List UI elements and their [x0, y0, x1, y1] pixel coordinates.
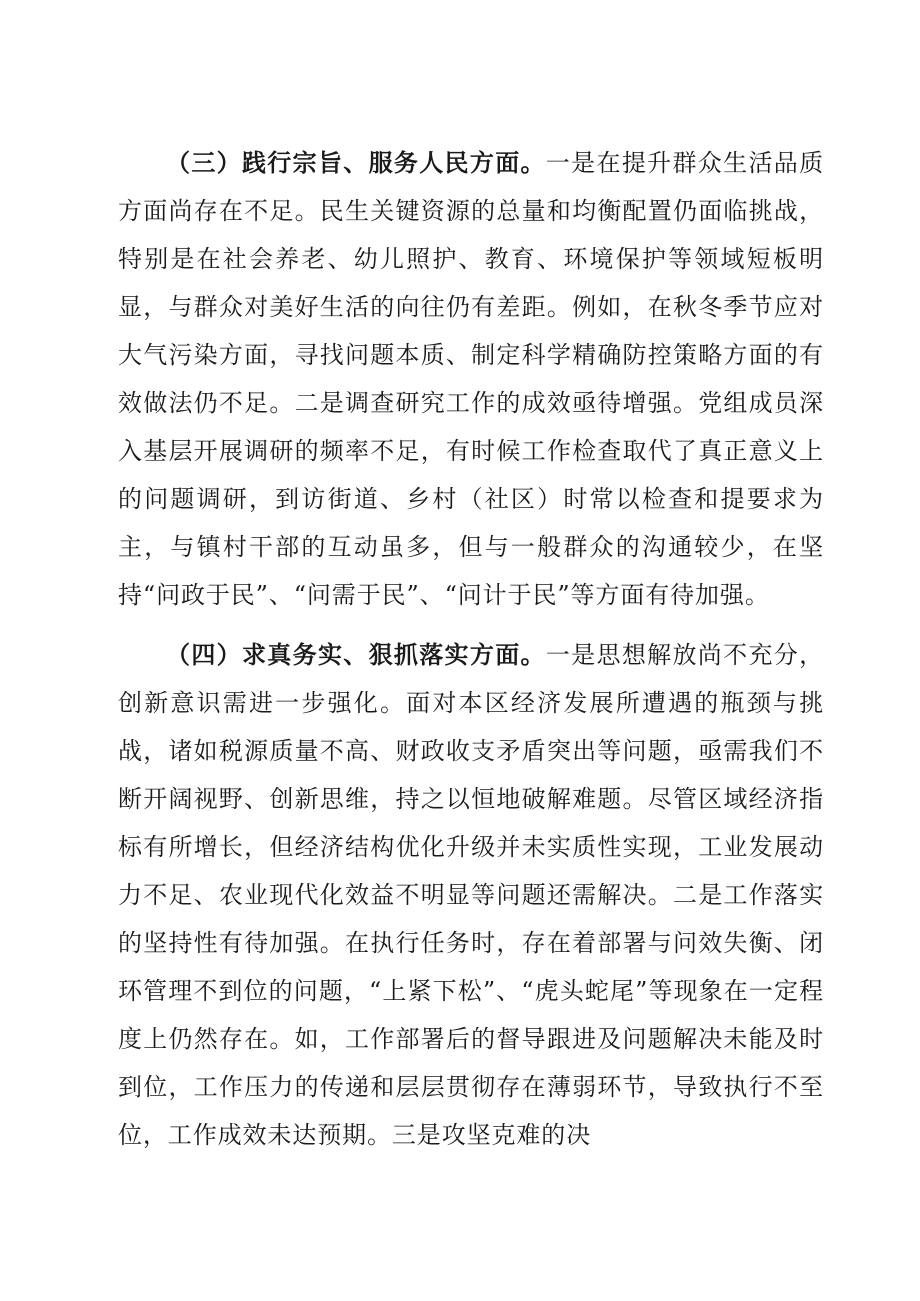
- section-heading: （四）求真务实、狠抓落实方面。: [166, 640, 546, 669]
- paragraph-text: 一是在提升群众生活品质方面尚存在不足。民生关键资源的总量和均衡配置仍面临挑战，特别是在社会养老、幼儿照护、教育、环境保护等领域短板明显，与群众对美好生活的向往仍有差距。例如，在秋冬季节应对大气污染方面，寻找问题本质、制定科学精确防控策略方面的有效做法仍不足。二是调查研究工作的成效亟待增强。党组成员深入基层开展调研的频率不足，有时候工作检查取代了真正意义上的问题调研，到访街道、乡村（社区）时常以检查和提要求为主，与镇村干部的互动虽多，但与一般群众的沟通较少，在坚持“问政于民”、“问需于民”、“问计于民”等方面有待加强。: [118, 149, 824, 609]
- paragraph-text: 一是思想解放尚不充分，创新意识需进一步强化。面对本区经济发展所遭遇的瓶颈与挑战，诸如税源质量不高、财政收支矛盾突出等问题，亟需我们不断开阔视野、创新思维，持之以恒地破解难题。尽管区域经济指标有所增长，但经济结构优化升级并未实质性实现，工业发展动力不足、农业现代化效益不明显等问题还需解决。二是工作落实的坚持性有待加强。在执行任务时，存在着部署与问效失衡、闭环管理不到位的问题，“上紧下松”、“虎头蛇尾”等现象在一定程度上仍然存在。如，工作部署后的督导跟进及问题解决未能及时到位，工作压力的传递和层层贯彻存在薄弱环节，导致执行不至位，工作成效未达预期。三是攻坚克难的决: [118, 641, 824, 1149]
- paragraph-section-4: [118, 631, 824, 1159]
- paragraph-section-3: [118, 139, 824, 619]
- section-heading: （三）践行宗旨、服务人民方面。: [166, 148, 546, 177]
- document-body: [118, 139, 824, 1159]
